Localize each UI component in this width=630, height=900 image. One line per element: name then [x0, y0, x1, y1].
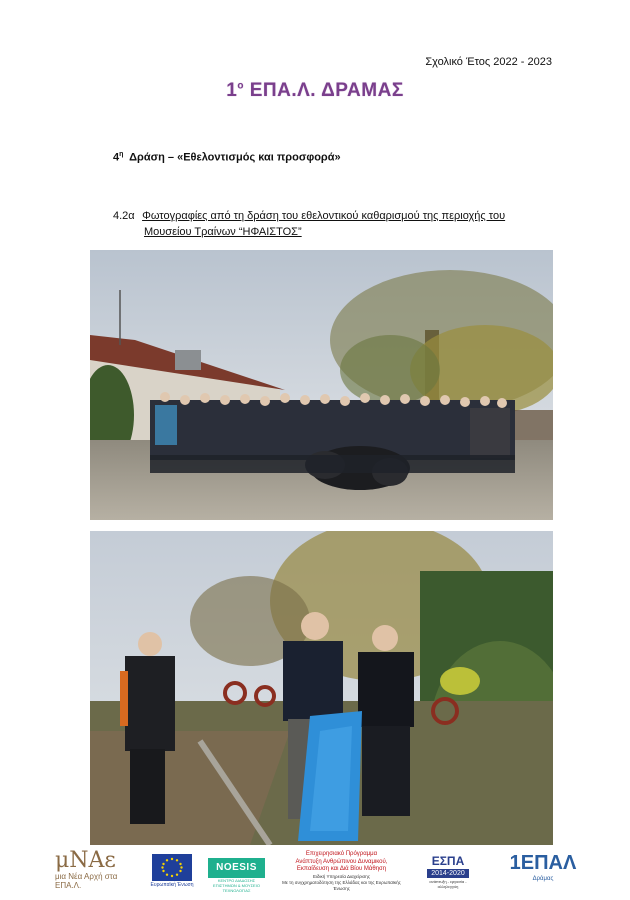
school-year: Σχολικό Έτος 2022 - 2023 — [425, 56, 552, 68]
mnea-caption: μια Νέα Αρχή στα ΕΠΑ.Λ. — [55, 872, 118, 890]
espa-years: 2014-2020 — [427, 869, 469, 878]
mnea-logo — [55, 850, 125, 894]
noesis-logo — [208, 850, 265, 894]
eu-flag-icon — [152, 854, 192, 881]
eu-logo — [147, 850, 197, 894]
subsection-title-line1: Φωτογραφίες από τη δράση του εθελοντικού καθαρισμού της περιοχής του — [142, 210, 506, 222]
action-number-suffix: η — [119, 151, 124, 158]
epal-logo-text: ΕΠΑΛ — [520, 852, 577, 874]
epal-logo-city: Δράμας — [532, 876, 554, 882]
school-title — [0, 80, 630, 102]
espa-title: ΕΣΠΑ — [431, 854, 465, 868]
subsection-number: 4.2α — [113, 210, 135, 222]
mnea-logo-text: μΝΑε — [55, 848, 116, 873]
footer-logos — [55, 850, 585, 894]
epal-logo-number: 1 — [509, 852, 521, 874]
action-title: Δράση – «Εθελοντισμός και προσφορά» — [129, 151, 341, 164]
programme-line-5: Με τη συγχρηματοδότηση της Ελλάδας και της Ευρωπαϊκής Ένωσης — [282, 879, 401, 891]
action-heading — [113, 151, 341, 164]
action-number: 4 — [113, 151, 120, 164]
school-number: 1 — [226, 80, 238, 101]
epal-drama-logo — [503, 850, 583, 894]
programme-line-3: Εκπαίδευση και Διά Βίου Μάθηση — [296, 866, 387, 872]
eu-caption: Ευρωπαϊκή Ένωση — [150, 882, 194, 888]
subsection-title-line2: Μουσείου Τραίνων “ΗΦΑΙΣΤΟΣ” — [144, 226, 302, 238]
programme-line-4: Ειδική Υπηρεσία Διαχείρισης — [313, 873, 370, 879]
espa-caption: ανάπτυξη - εργασία - αλληλεγγύη — [429, 879, 467, 889]
cleanup-photo — [90, 531, 553, 845]
noesis-caption: ΚΕΝΤΡΟ ΔΙΑΔΟΣΗΣ ΕΠΙΣΤΗΜΩΝ & ΜΟΥΣΕΙΟ ΤΕΧΝΟΛΟΓΙΑΣ — [213, 878, 260, 893]
programme-line-1: Επιχειρησιακό Πρόγραμμα — [305, 851, 378, 857]
subsection-heading — [113, 208, 505, 240]
school-number-suffix: ο — [237, 80, 244, 92]
school-name: ΕΠΑ.Λ. ΔΡΑΜΑΣ — [249, 80, 404, 101]
espa-logo — [423, 850, 473, 894]
programme-line-2: Ανάπτυξη Ανθρώπινου Δυναμικού, — [295, 858, 388, 865]
noesis-logo-text: NOESIS — [208, 858, 265, 878]
operational-programme-logo — [279, 850, 404, 895]
group-photo — [90, 250, 553, 520]
